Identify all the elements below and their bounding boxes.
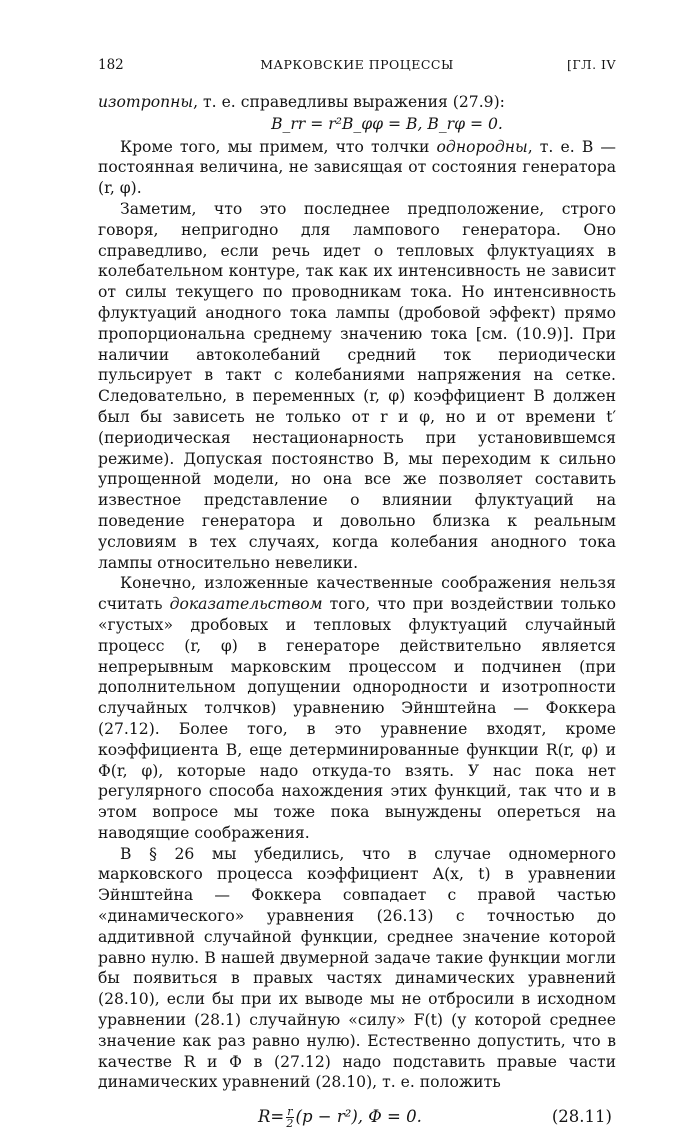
formula-28-11 bbox=[98, 1103, 616, 1131]
page-body bbox=[98, 92, 616, 1131]
paragraph-homogeneous bbox=[98, 137, 616, 199]
para-3-before: Конечно, изложенные качественные соображения нельзя считать bbox=[98, 574, 616, 614]
formula-lhs: R= bbox=[258, 1107, 285, 1127]
equation-number: (28.11) bbox=[551, 1107, 612, 1127]
page-number: 182 bbox=[98, 57, 124, 73]
para-1-before: Кроме того, мы примем, что толчки bbox=[120, 137, 437, 156]
para-3-after: того, что при воздействии только «густых» дробовых и тепловых флуктуаций случайный процесс (r, φ) в генераторе действительно является непрерывным марковским процессом и подчинен (при дополнительном допущении однородности и изотропности случайных толчков) уравнению Эйнштейна — Фоккера (27.12). Более того, в это уравнение входят, кроме коэффициента B, еще детерминированные функции R(r, φ) и Φ(r, φ), которые надо откуда-то взять. У нас пока нет регулярного способа нахождения этих функций, так что и в этом вопросе мы тоже пока вынуждены опереться на наводящие соображения. bbox=[98, 595, 616, 842]
term-homogeneous: однородны bbox=[436, 137, 528, 156]
formula-27-9: B_rr = r²B_φφ = B, B_rφ = 0. bbox=[271, 114, 503, 133]
chapter-label: [ГЛ. IV bbox=[567, 57, 616, 72]
fraction-r-over-2 bbox=[286, 1106, 293, 1129]
running-title: МАРКОВСКИЕ ПРОЦЕССЫ bbox=[260, 57, 454, 72]
formula-28-11-expression bbox=[258, 1103, 422, 1131]
intro-line bbox=[98, 92, 616, 113]
term-isotropic: изотропны bbox=[98, 93, 194, 111]
intro-rest: , т. е. справедливы выражения (27.9): bbox=[193, 93, 505, 111]
page-header bbox=[98, 57, 616, 77]
paragraph-section-26: В § 26 мы убедились, что в случае одномерного марковского процесса коэффициент A(x, t) в уравнении Эйнштейна — Фоккера совпадает с правой частью «динамического» уравнения (26.13) с точностью до аддитивной случайной функции, среднее значение которой равно нулю. В нашей двумерной задаче такие функции могли бы появиться в правых частях динамических уравнений (28.10), если бы при их выводе мы не отбросили в исходном уравнении (28.1) случайную «силу» F(t) (у которой среднее значение как раз равно нулю). Естественно допустить, что в качестве R и Φ в (27.12) надо подставить правые части динамических уравнений (28.10), т. е. положить bbox=[98, 844, 616, 1092]
formula-rhs: (p − r²), Φ = 0. bbox=[295, 1107, 422, 1127]
term-proof: доказательством bbox=[169, 595, 323, 614]
fraction-denominator: 2 bbox=[286, 1117, 294, 1131]
paragraph-qualitative bbox=[98, 573, 616, 843]
para-1-after: , т. е. B — постоянная величина, не зависящая от состояния генератора (r, φ). bbox=[98, 137, 617, 198]
fraction-numerator: r bbox=[287, 1105, 293, 1119]
paragraph-tube-generator: Заметим, что это последнее предположение, строго говоря, непригодно для лампового генератора. Оно справедливо, если речь идет о тепловых флуктуациях в колебательном контуре, так как их интенсивность не зависит от силы текущего по проводникам тока. Но интенсивность флуктуаций анодного тока лампы (дробовой эффект) прямо пропорциональна среднему значению тока [см. (10.9)]. При наличии автоколебаний средний ток периодически пульсирует в такт с колебаниями напряжения на сетке. Следовательно, в переменных (r, φ) коэффициент B должен был бы зависеть не только от r и φ, но и от времени t′ (периодическая нестационарность при установившемся режиме). Допуская постоянство B, мы переходим к сильно упрощенной модели, но она все же позволяет составить известное представление о влиянии флуктуаций на поведение генератора и довольно близка к реальным условиям в тех случаях, когда колебания анодного тока лампы относительно невелики. bbox=[98, 199, 616, 572]
